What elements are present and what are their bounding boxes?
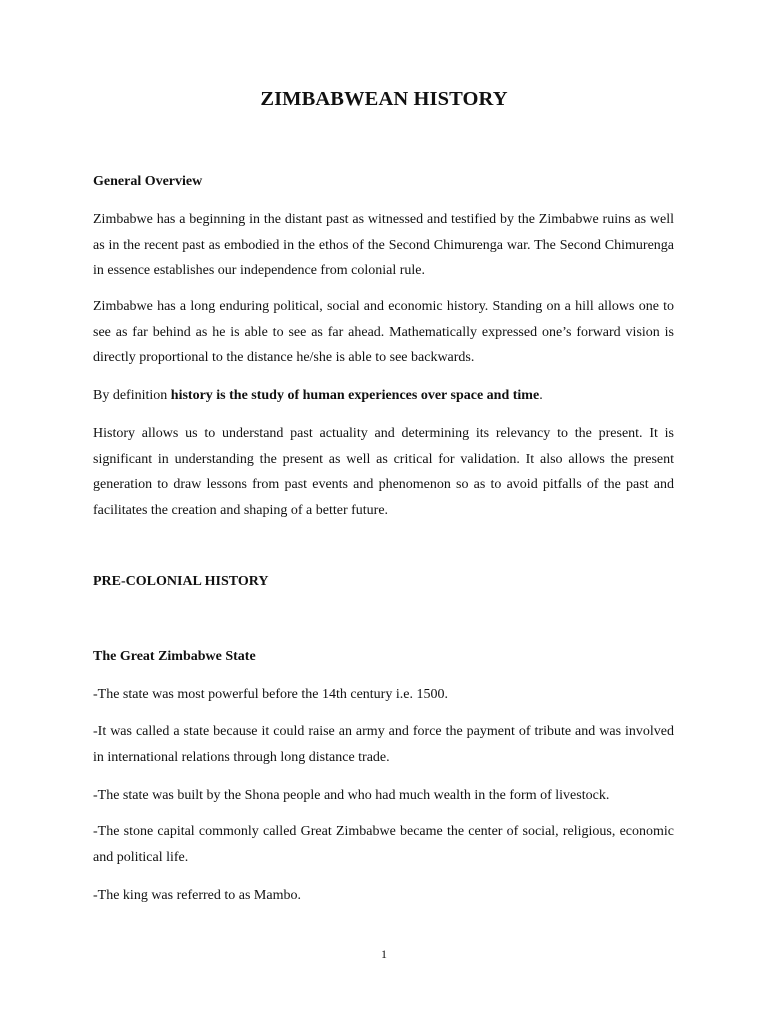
list-item: -The state was most powerful before the 14th century i.e. 1500.: [93, 687, 448, 702]
document-title: ZIMBABWEAN HISTORY: [260, 88, 508, 110]
list-item: -It was called a state because it could raise an army and force the payment of tribute and was involved in international relations through long distance trade.: [93, 724, 674, 765]
definition-bold: history is the study of human experiences over space and time: [170, 388, 540, 403]
page-number: 1: [381, 947, 387, 961]
paragraph-overview-4: History allows us to understand past actuality and determining its relevancy to the present. It is significant in understanding the present as well as critical for validation. It also allows the present generation to draw lessons from past events and phenomenon so as to avoid pitfalls of the past and facilitates the creation and shaping of a better future.: [93, 426, 674, 518]
list-item: -The king was referred to as Mambo.: [93, 888, 301, 903]
list-item: -The stone capital commonly called Great Zimbabwe became the center of social, religious, economic and political life.: [93, 824, 674, 865]
list-item: -The state was built by the Shona people and who had much wealth in the form of livestock.: [93, 788, 610, 803]
definition-prefix: By definition: [93, 388, 171, 403]
section-heading-pre-colonial: PRE-COLONIAL HISTORY: [93, 574, 269, 589]
section-heading-general-overview: General Overview: [93, 174, 203, 189]
paragraph-definition: [93, 383, 674, 409]
definition-suffix: .: [539, 388, 543, 403]
paragraph-overview-2: Zimbabwe has a long enduring political, social and economic history. Standing on a hill allows one to see as far behind as he is able to see as far ahead. Mathematically expressed one’s forward vision is directly proportional to the distance he/she is able to see backwards.: [93, 299, 674, 365]
section-heading-great-zimbabwe: The Great Zimbabwe State: [93, 649, 256, 664]
paragraph-overview-1: Zimbabwe has a beginning in the distant past as witnessed and testified by the Zimbabwe ruins as well as in the recent past as embodied in the ethos of the Second Chimurenga war. The Second Chimurenga in essence establishes our independence from colonial rule.: [93, 212, 674, 278]
